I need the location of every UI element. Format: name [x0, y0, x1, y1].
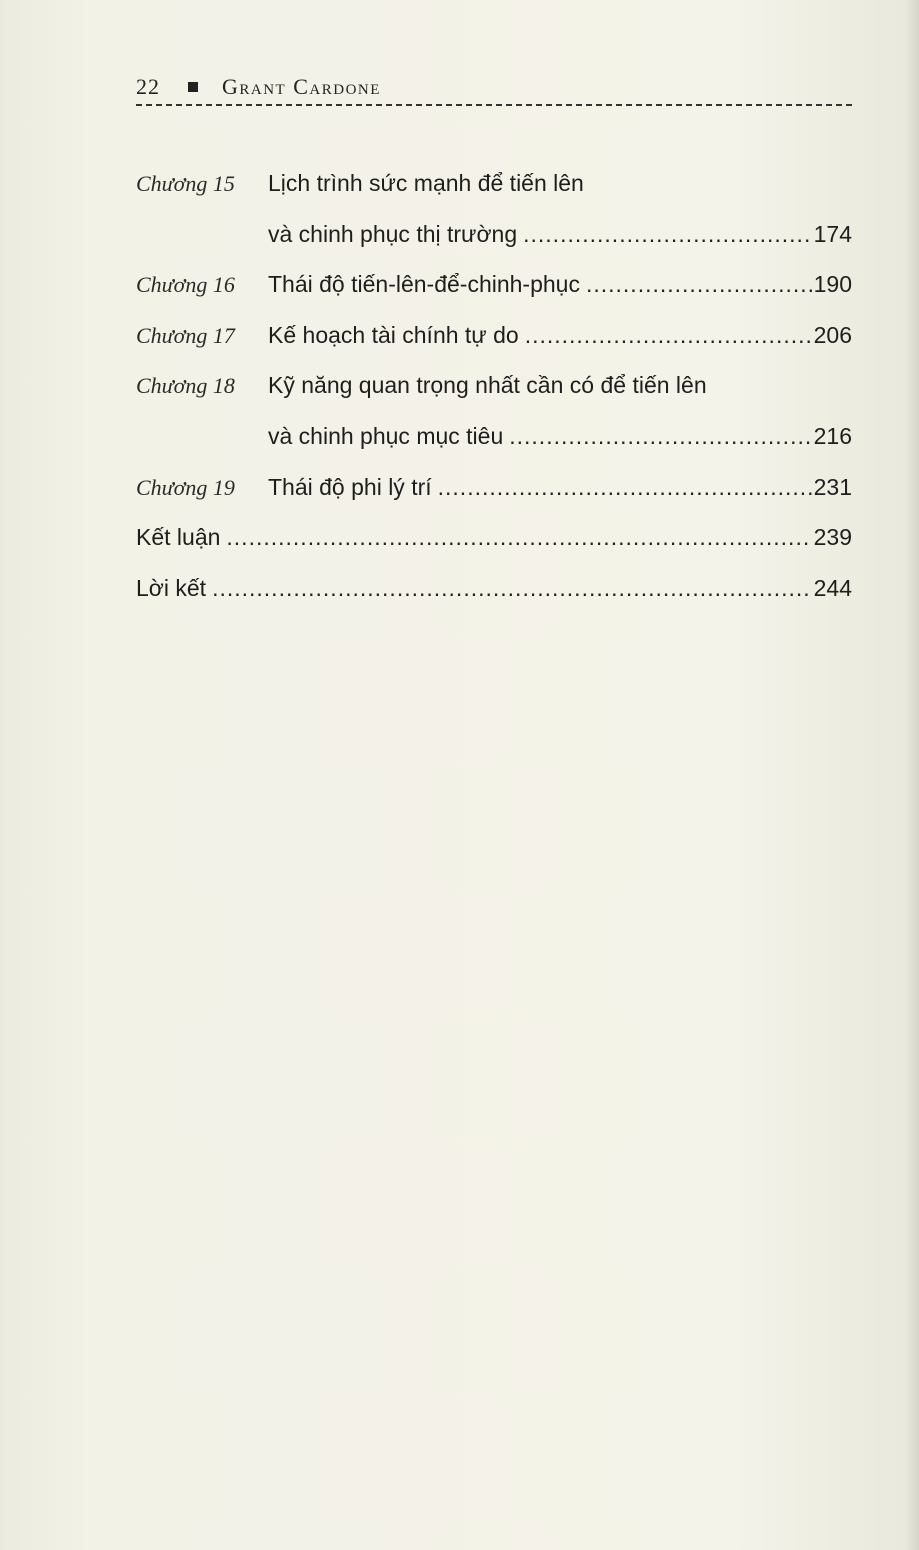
toc-entry-afterword[interactable]: [136, 571, 852, 605]
toc-entry-chapter-16[interactable]: [136, 267, 852, 301]
leader-dots: [509, 419, 811, 453]
chapter-title: Thái độ tiến-lên-để-chinh-phục: [268, 271, 580, 297]
chapter-label: Chương 19: [136, 475, 235, 500]
toc-entry-chapter-15-line-1[interactable]: [136, 166, 852, 200]
toc-entry-conclusion[interactable]: [136, 520, 852, 554]
page-ref: 206: [813, 322, 852, 348]
toc-entry-chapter-15-line-2[interactable]: [136, 217, 852, 251]
chapter-label: Chương 18: [136, 373, 235, 398]
author-name: Grant Cardone: [222, 74, 381, 99]
page-ref: 216: [813, 423, 852, 449]
leader-dots: [525, 318, 812, 352]
chapter-title: Lịch trình sức mạnh để tiến lên: [268, 170, 584, 196]
chapter-title-continued: và chinh phục thị trường: [268, 221, 518, 247]
toc-entry-chapter-17[interactable]: [136, 318, 852, 352]
toc-entry-chapter-18-line-1[interactable]: [136, 368, 852, 402]
chapter-label: Chương 17: [136, 323, 235, 348]
leader-dots: [523, 217, 812, 251]
section-title: Lời kết: [136, 575, 207, 601]
leader-dots: [586, 267, 812, 301]
running-header: [136, 70, 852, 104]
leader-dots: [212, 571, 812, 605]
page-ref: 244: [813, 575, 852, 601]
chapter-title: Thái độ phi lý trí: [268, 474, 432, 500]
leader-dots: [226, 520, 811, 554]
chapter-label: Chương 15: [136, 171, 235, 196]
square-bullet-icon: [188, 82, 198, 92]
toc-entry-chapter-19[interactable]: [136, 470, 852, 504]
chapter-label: Chương 16: [136, 272, 235, 297]
page-edge-shadow: [905, 0, 919, 1550]
page-ref: 239: [813, 524, 852, 550]
toc-entry-chapter-18-line-2[interactable]: [136, 419, 852, 453]
page-number: 22: [136, 74, 160, 99]
chapter-title: Kỹ năng quan trọng nhất cần có để tiến lên: [268, 372, 707, 398]
header-dashed-rule: [136, 104, 852, 106]
page-ref: 174: [813, 221, 852, 247]
page-ref: 231: [813, 474, 852, 500]
page-ref: 190: [813, 271, 852, 297]
chapter-title: Kế hoạch tài chính tự do: [268, 322, 519, 348]
leader-dots: [438, 470, 812, 504]
section-title: Kết luận: [136, 524, 221, 550]
chapter-title-continued: và chinh phục mục tiêu: [268, 423, 504, 449]
